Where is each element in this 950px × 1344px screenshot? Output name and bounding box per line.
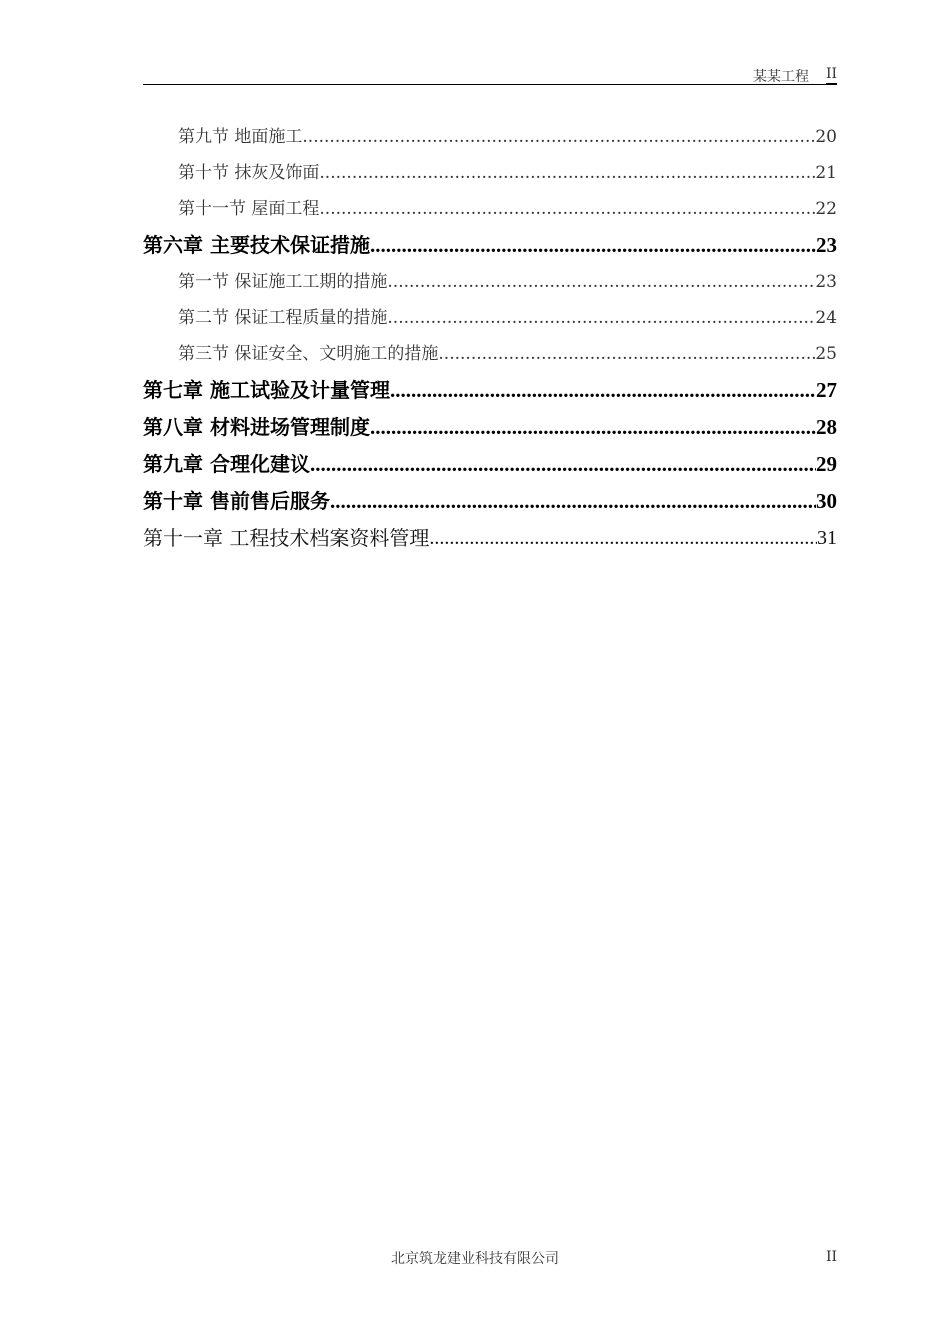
- toc-entry-label: 第三节 保证安全、文明施工的措施: [178, 344, 439, 364]
- footer-company-name: 北京筑龙建业科技有限公司: [391, 1251, 559, 1267]
- toc-entry-page: 30: [816, 489, 837, 513]
- toc-entry-label: 第十章 售前售后服务: [143, 489, 330, 513]
- toc-entry-label: 第七章 施工试验及计量管理: [143, 378, 390, 402]
- toc-entry-label: 第一节 保证施工工期的措施: [178, 272, 388, 292]
- page-header: [143, 64, 837, 85]
- toc-entry-page: 28: [816, 415, 837, 439]
- toc-dot-leader: [302, 119, 815, 155]
- toc-dot-leader: [387, 264, 815, 300]
- toc-dot-leader: [310, 446, 816, 483]
- toc-entry-section-2[interactable]: [143, 300, 837, 336]
- header-page-number: II: [825, 66, 837, 82]
- toc-entry-page: 22: [815, 199, 837, 219]
- toc-entry-page: 25: [815, 344, 837, 364]
- toc-entry-section-10[interactable]: [143, 155, 837, 191]
- header-title: 某某工程: [753, 69, 809, 85]
- toc-entry-page: 23: [815, 272, 837, 292]
- toc-dot-leader: [330, 483, 816, 520]
- toc-dot-leader: [390, 372, 816, 409]
- toc-entry-chapter-7[interactable]: [143, 372, 837, 409]
- toc-entry-section-9[interactable]: [143, 119, 837, 155]
- toc-entry-label: 第六章 主要技术保证措施: [143, 233, 370, 257]
- toc-entry-label: 第二节 保证工程质量的措施: [178, 308, 388, 328]
- footer-page-number: II: [825, 1249, 837, 1265]
- toc-entry-chapter-6[interactable]: [143, 227, 837, 264]
- table-of-contents: [143, 119, 837, 557]
- toc-dot-leader: [370, 409, 816, 446]
- toc-dot-leader: [319, 191, 815, 227]
- toc-entry-chapter-9[interactable]: [143, 446, 837, 483]
- toc-entry-chapter-10[interactable]: [143, 483, 837, 520]
- toc-dot-leader: [429, 520, 817, 557]
- toc-entry-page: 20: [815, 127, 837, 147]
- toc-entry-chapter-11[interactable]: [143, 520, 837, 557]
- toc-dot-leader: [438, 336, 815, 372]
- toc-entry-label: 第十一节 屋面工程: [178, 199, 320, 219]
- toc-entry-section-1[interactable]: [143, 264, 837, 300]
- toc-entry-page: 21: [815, 163, 837, 183]
- toc-dot-leader: [370, 227, 816, 264]
- toc-dot-leader: [319, 155, 815, 191]
- toc-entry-section-3[interactable]: [143, 336, 837, 372]
- toc-dot-leader: [387, 300, 815, 336]
- toc-entry-label: 第九章 合理化建议: [143, 452, 310, 476]
- toc-entry-label: 第十一章 工程技术档案资料管理: [143, 526, 430, 550]
- toc-entry-chapter-8[interactable]: [143, 409, 837, 446]
- toc-entry-label: 第九节 地面施工: [178, 127, 303, 147]
- toc-entry-page: 29: [816, 452, 837, 476]
- toc-entry-label: 第八章 材料进场管理制度: [143, 415, 370, 439]
- toc-entry-label: 第十节 抹灰及饰面: [178, 163, 320, 183]
- toc-entry-page: 24: [815, 308, 837, 328]
- toc-entry-page: 23: [816, 233, 837, 257]
- toc-entry-section-11[interactable]: [143, 191, 837, 227]
- toc-entry-page: 31: [817, 527, 837, 549]
- toc-entry-page: 27: [816, 378, 837, 402]
